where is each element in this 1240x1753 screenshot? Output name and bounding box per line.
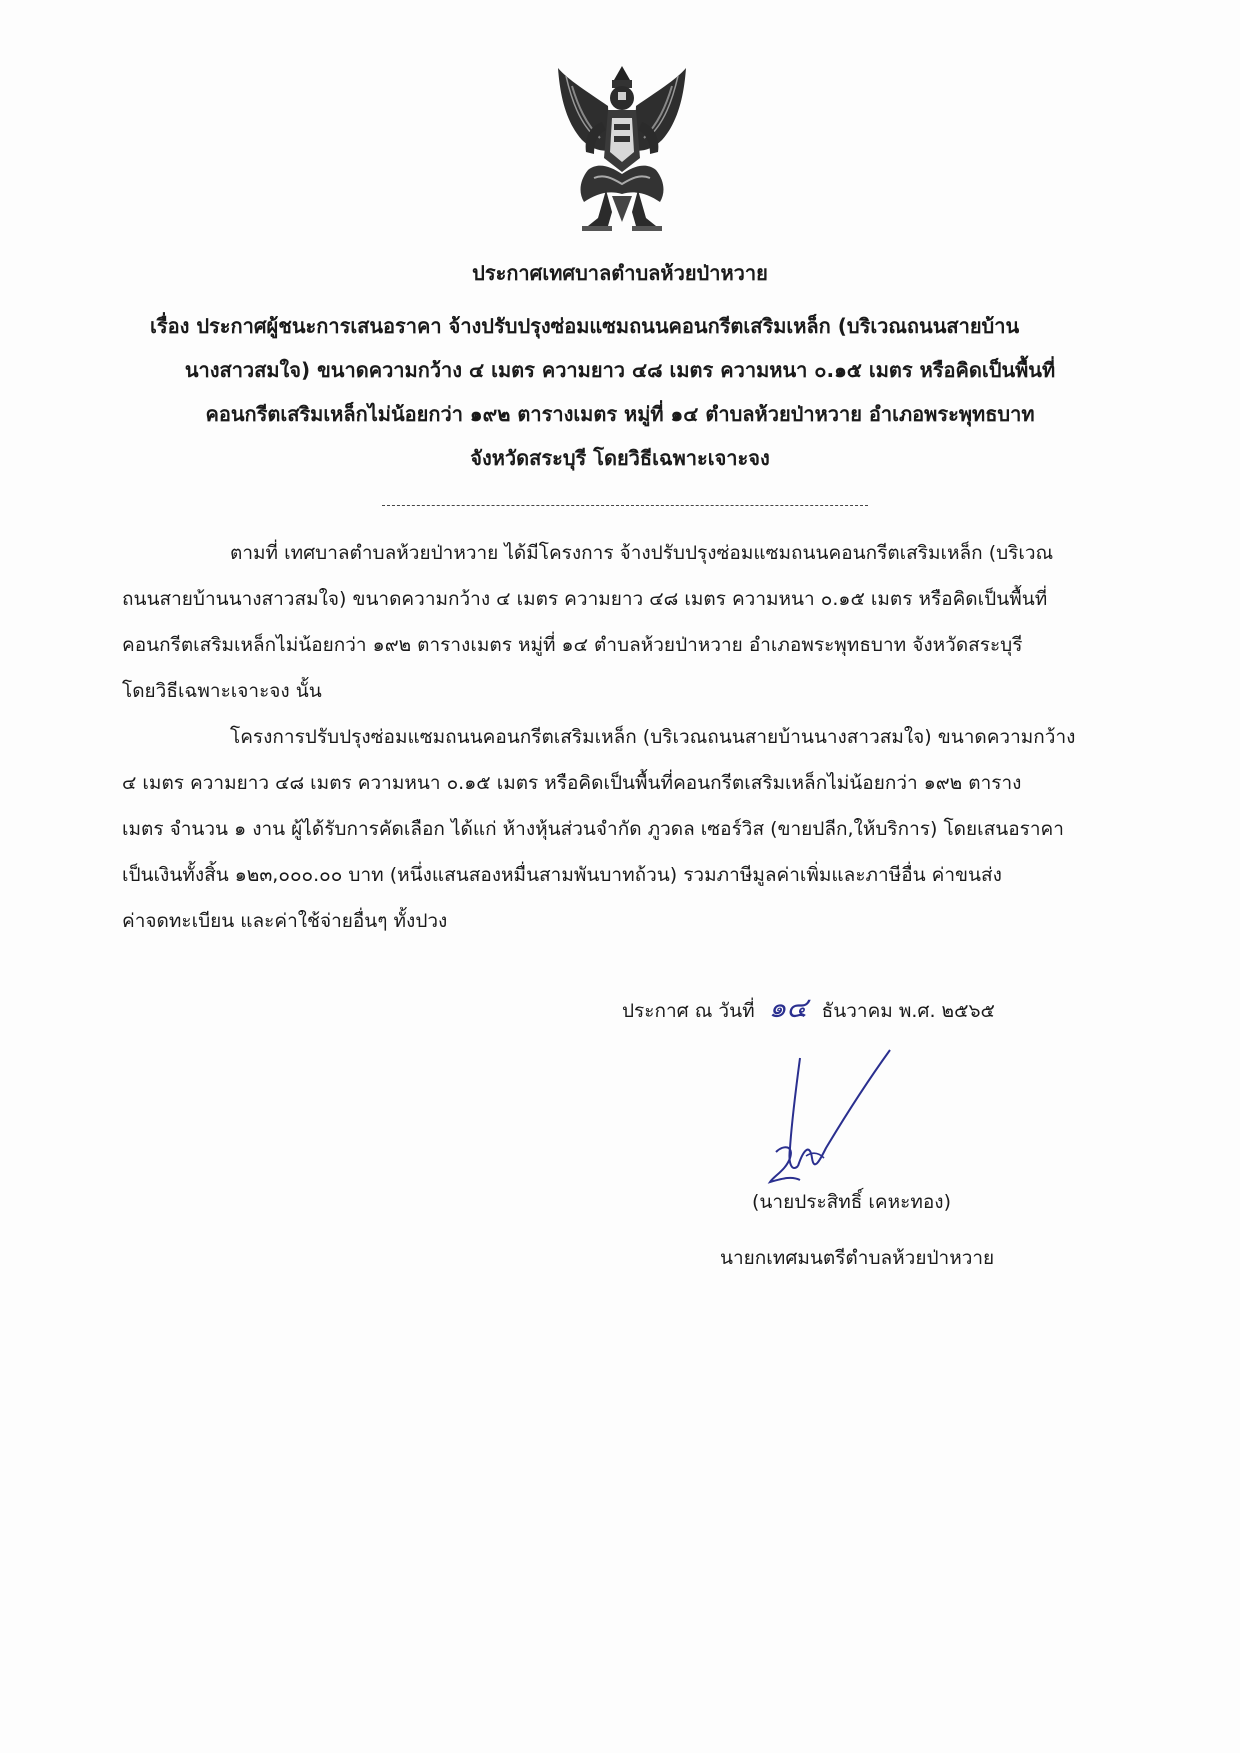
subject-line: จังหวัดสระบุรี โดยวิธีเฉพาะเจาะจง [470, 446, 770, 470]
date-day-handwritten: ๑๔ [768, 991, 808, 1024]
subject-line: เรื่อง ประกาศผู้ชนะการเสนอราคา จ้างปรับปรุงซ่อมแซมถนนคอนกรีตเสริมเหล็ก (บริเวณถนนสายบ้าน [150, 314, 1020, 338]
body-paragraph-2 [122, 714, 1122, 944]
garuda-emblem-icon [548, 62, 696, 234]
subject-line: คอนกรีตเสริมเหล็กไม่น้อยกว่า ๑๙๒ ตารางเมตร หมู่ที่ ๑๔ ตำบลห้วยป่าหวาย อำเภอพระพุทธบาท [205, 402, 1035, 426]
paragraph-line: ถนนสายบ้านนางสาวสมใจ) ขนาดความกว้าง ๔ เมตร ความยาว ๔๘ เมตร ความหนา ๐.๑๕ เมตร หรือคิดเป็นพื้นที่ [122, 588, 1048, 610]
dashed-divider [382, 505, 868, 506]
subject-block [150, 304, 1090, 480]
date-suffix: ธันวาคม พ.ศ. ๒๕๖๕ [821, 1000, 995, 1022]
paragraph-line: ๔ เมตร ความยาว ๔๘ เมตร ความหนา ๐.๑๕ เมตร หรือคิดเป็นพื้นที่คอนกรีตเสริมเหล็กไม่น้อยกว่า ๑๙๒ ตาราง [122, 772, 1022, 794]
date-prefix: ประกาศ ณ วันที่ [622, 1000, 755, 1022]
signer-title: นายกเทศมนตรีตำบลห้วยป่าหวาย [720, 1247, 995, 1269]
announcement-date [622, 988, 995, 1031]
paragraph-line: ค่าจดทะเบียน และค่าใช้จ่ายอื่นๆ ทั้งปวง [122, 910, 448, 932]
handwritten-signature [740, 1048, 930, 1198]
paragraph-line: โดยวิธีเฉพาะเจาะจง นั้น [122, 680, 322, 702]
paragraph-line: เมตร จำนวน ๑ งาน ผู้ได้รับการคัดเลือก ได้แก่ ห้างหุ้นส่วนจำกัด ภูวดล เซอร์วิส (ขายปลีก,ให้บริการ) โดยเสนอราคา [122, 818, 1064, 840]
body-paragraph-1 [122, 530, 1122, 714]
signer-name: (นายประสิทธิ์ เคหะทอง) [752, 1191, 951, 1213]
organization-title: ประกาศเทศบาลตำบลห้วยป่าหวาย [472, 261, 768, 285]
paragraph-line: ตามที่ เทศบาลตำบลห้วยป่าหวาย ได้มีโครงการ จ้างปรับปรุงซ่อมแซมถนนคอนกรีตเสริมเหล็ก (บริเวณ [230, 542, 1054, 564]
paragraph-line: คอนกรีตเสริมเหล็กไม่น้อยกว่า ๑๙๒ ตารางเมตร หมู่ที่ ๑๔ ตำบลห้วยป่าหวาย อำเภอพระพุทธบาท จังหวัดสระบุรี [122, 634, 1023, 656]
paragraph-line: เป็นเงินทั้งสิ้น ๑๒๓,๐๐๐.๐๐ บาท (หนึ่งแสนสองหมื่นสามพันบาทถ้วน) รวมภาษีมูลค่าเพิ่มและภาษีอื่น ค่าขนส่ง [122, 864, 1002, 886]
subject-line: นางสาวสมใจ) ขนาดความกว้าง ๔ เมตร ความยาว ๔๘ เมตร ความหนา ๐.๑๕ เมตร หรือคิดเป็นพื้นที่ [184, 358, 1056, 382]
paragraph-line: โครงการปรับปรุงซ่อมแซมถนนคอนกรีตเสริมเหล็ก (บริเวณถนนสายบ้านนางสาวสมใจ) ขนาดความกว้าง [230, 726, 1076, 748]
